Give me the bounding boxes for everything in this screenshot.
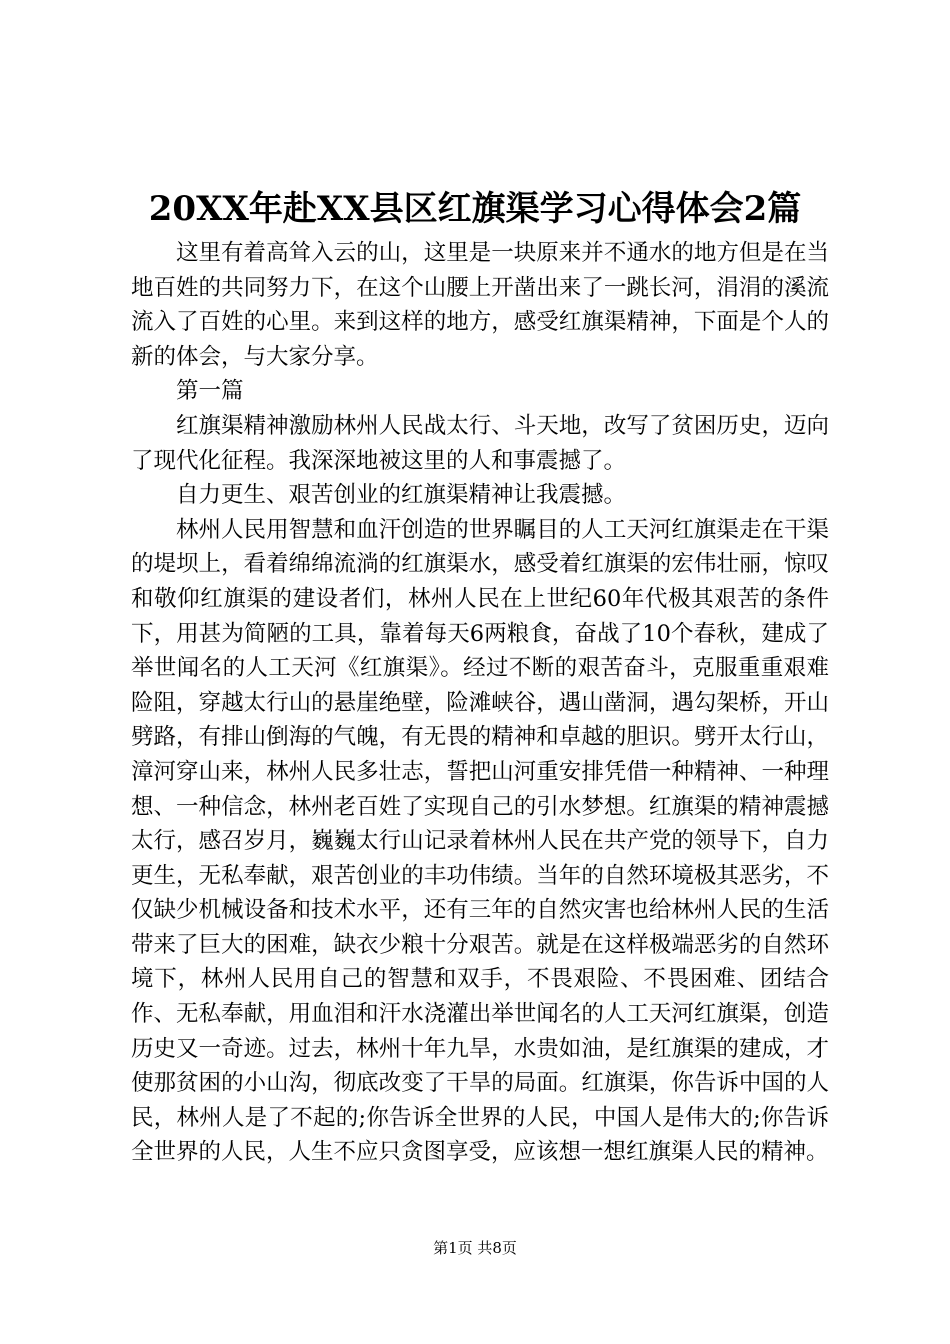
body-paragraph: 红旗渠精神激励林州人民战太行、斗天地，改写了贫困历史，迈向了现代化征程。我深深地被这里的人和事震撼了。	[131, 412, 829, 474]
body-paragraph: 自力更生、艰苦创业的红旗渠精神让我震撼。	[176, 482, 627, 509]
document-body	[131, 236, 829, 1170]
document-title: 20XX年赴XX县区红旗渠学习心得体会2篇	[148, 189, 802, 229]
section-heading: 第一篇	[176, 378, 244, 405]
page-footer: 第1页 共8页	[433, 1239, 517, 1257]
body-paragraph: 林州人民用智慧和血汗创造的世界瞩目的人工天河红旗渠走在干渠的堤坝上，看着绵绵流淌的红旗渠水，感受着红旗渠的宏伟壮丽，惊叹和敬仰红旗渠的建设者们，林州人民在上世纪60年代极其艰苦的条件下，用甚为简陋的工具，靠着每天6两粮食，奋战了10个春秋，建成了举世闻名的人工天河《红旗渠》。经过不断的艰苦奋斗，克服重重艰难险阻，穿越太行山的悬崖绝壁，险滩峡谷，遇山凿洞，遇勾架桥，开山劈路，有排山倒海的气魄，有无畏的精神和卓越的胆识。劈开太行山，漳河穿山来，林州人民多壮志，誓把山河重安排凭借一种精神、一种理想、一种信念，林州老百姓了实现自己的引水梦想。红旗渠的精神震撼太行，感召岁月，巍巍太行山记录着林州人民在共产党的领导下，自力更生，无私奉献，艰苦创业的丰功伟绩。当年的自然环境极其恶劣，不仅缺少机械设备和技术水平，还有三年的自然灾害也给林州人民的生活带来了巨大的困难，缺衣少粮十分艰苦。就是在这样极端恶劣的自然环境下，林州人民用自己的智慧和双手，不畏艰险、不畏困难、团结合作、无私奉献，用血泪和汗水浇灌出举世闻名的人工天河红旗渠，创造历史又一奇迹。过去，林州十年九旱，水贵如油，是红旗渠的建成，才使那贫困的小山沟，彻底改变了干旱的局面。红旗渠，你告诉中国的人民，林州人是了不起的;你告诉全世界的人民，中国人是伟大的;你告诉全世界的人民，人生不应只贪图享受，应该想一想红旗渠人民的精神。	[131, 516, 829, 1166]
intro-paragraph: 这里有着高耸入云的山，这里是一块原来并不通水的地方但是在当地百姓的共同努力下，在这个山腰上开凿出来了一跳长河，涓涓的溪流流入了百姓的心里。来到这样的地方，感受红旗渠精神，下面是个人的新的体会，与大家分享。	[131, 240, 829, 370]
